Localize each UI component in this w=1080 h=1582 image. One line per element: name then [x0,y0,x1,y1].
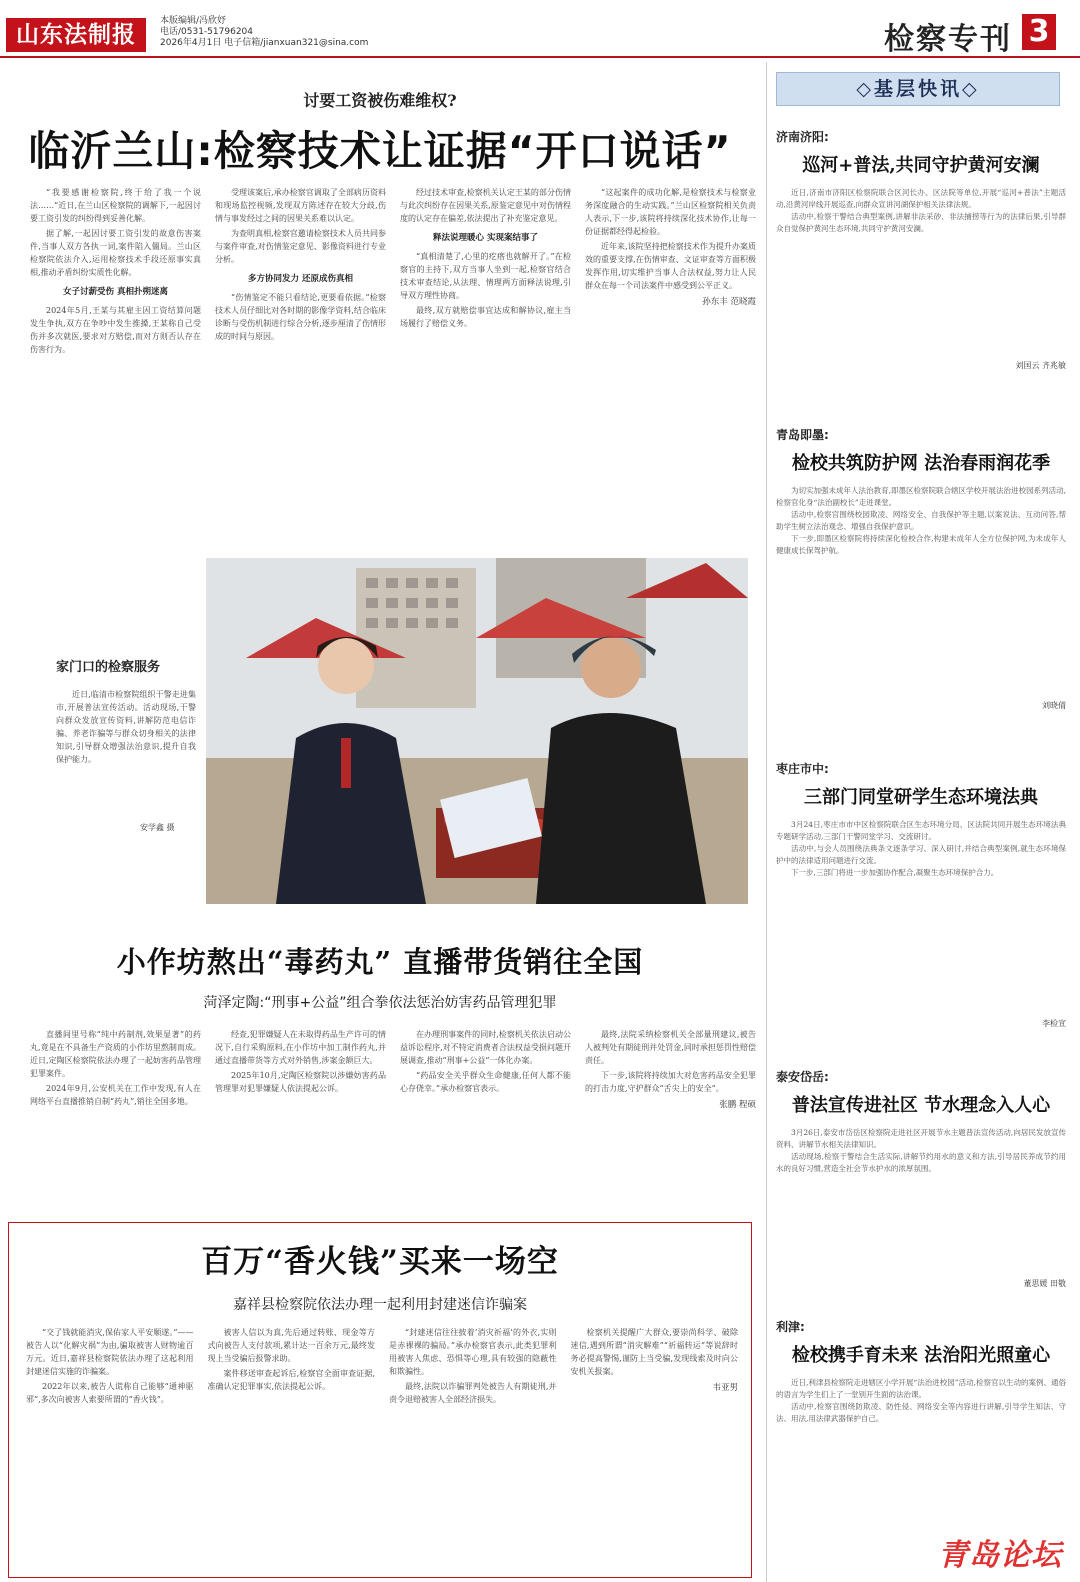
rail-item-location: 青岛即墨: [776,428,829,442]
story2-column: 在办理刑事案件的同时,检察机关依法启动公益诉讼程序,对不特定消费者合法权益受损问题开展调查,推动“刑事+公益”一体化办案。 “药品安全关乎群众生命健康,任何人都不能心存侥幸。”承办检察官表示。 [400,1030,571,1093]
lead-subhead: 释法说理暖心 实现案结事了 [433,233,538,243]
masthead [0,0,1080,58]
rail-item-location: 枣庄市中: [776,762,829,776]
story2-body [30,1028,756,1208]
story3-body [26,1326,738,1570]
lead-byline: 孙东丰 范晓霞 [702,297,756,307]
story3-headline: 百万“香火钱”买来一场空 [201,1244,559,1280]
story2-deck: 菏泽定陶:“刑事+公益”组合拳依法惩治妨害药品管理犯罪 [203,995,557,1011]
page-info [160,16,368,49]
site-watermark: 青岛论坛 [938,1538,1062,1573]
lead-body [30,186,756,536]
photo-caption [56,688,196,766]
page-number: 3 [1022,14,1056,50]
story2-headline: 小作坊熬出“毒药丸” 直播带货销往全国 [116,945,644,979]
newspaper-logo: 山东法制报 [6,18,146,52]
photo-caption-text: 近日,临清市检察院组织干警走进集市,开展普法宣传活动。活动现场,干警向群众发放宣传资料,讲解防范电信诈骗、养老诈骗等与群众切身相关的法律知识,引导群众增强法治意识,提升自我保护能力。 [56,690,196,764]
rail-item-location: 泰安岱岳: [776,1070,829,1084]
story3-deck: 嘉祥县检察院依法办理一起利用封建迷信诈骗案 [233,1297,527,1313]
lead-column: “这起案件的成功化解,是检察技术与检察业务深度融合的生动实践。”兰山区检察院相关负责人表示,下一步,该院将持续深化技术协作,让每一份证据都经得起检验。 近年来,该院坚持把检察技术作为提升办案质效的重要支撑,在伤情审查、文证审查等方面积极发挥作用,切实维护当事人合法权益,努力让人民群众在每一个司法案件中感受到公平正义。 孙东丰 范晓霞 [585,188,756,307]
photo-illustration [206,558,748,904]
story3-column: 检察机关提醒广大群众,要崇尚科学、破除迷信,遇到所谓“消灾解难”“祈福转运”等说辞时务必提高警惕,谨防上当受骗,发现线索及时向公安机关报案。 韦亚男 [570,1328,738,1393]
rail-item [776,1318,1066,1557]
story2-column: 经查,犯罪嫌疑人在未取得药品生产许可的情况下,自行采购原料,在小作坊中加工制作药丸,并通过直播带货等方式对外销售,涉案金额巨大。 2025年10月,定陶区检察院以涉嫌妨害药品管理罪对犯罪嫌疑人依法提起公诉。 [215,1030,386,1093]
rail-item-body: 3月24日,枣庄市市中区检察院联合区生态环境分局、区法院共同开展生态环境法典专题研学活动,三部门干警同堂学习、交流研讨。 活动中,与会人员围绕法典条文逐条学习、深入研讨,并结合典型案例,就生态环境保护中的法律适用问题进行交流。 下一步,三部门将进一步加强协作配合,凝聚生态环境保护合力。 [776,820,1066,877]
section-banner: ◇基层快讯◇ [776,72,1060,106]
story2-byline: 张鹏 程硕 [719,1100,756,1110]
story3-column: “封建迷信往往披着‘消灾祈福’的外衣,实则是赤裸裸的骗局。”承办检察官表示,此类犯罪利用被害人焦虑、恐惧等心理,具有较强的隐蔽性和欺骗性。 最终,法院以诈骗罪判处被告人有期徒刑,并责令退赔被害人全部经济损失。 [389,1328,557,1404]
rail-item-headline: 检校携手育未来 法治阳光照童心 [791,1345,1051,1366]
market-outreach-photo [206,558,748,904]
lead-subhead: 女子讨薪受伤 真相扑朔迷离 [63,287,168,297]
rail-item [776,426,1066,711]
story3-column: “交了钱就能消灾,保佑家人平安顺遂。”——被告人以“化解灾祸”为由,骗取被害人财物逾百万元。近日,嘉祥县检察院依法办理了这起利用封建迷信实施的诈骗案。 2022年以来,被告人谎称自己能够“通神驱邪”,多次向被害人索要所谓的“香火钱”。 [26,1328,194,1404]
date-email-line: 2026年4月1日 电子信箱/jianxuan321@sina.com [160,38,369,48]
phone-line: 电话/0531-51796204 [160,27,253,37]
rail-item-headline: 三部门同堂研学生态环境法典 [804,787,1038,808]
rail-item-headline: 检校共筑防护网 法治春雨润花季 [791,453,1051,474]
lead-column: 受理该案后,承办检察官调取了全部病历资料和现场监控视频,发现双方陈述存在较大分歧,伤情与事发经过之间的因果关系难以认定。 为查明真相,检察官邀请检察技术人员共同参与案件审查,对伤情鉴定意见、影像资料进行专业分析。 多方协同发力 还原成伤真相 “伤情鉴定不能只看结论,更要看依据。”检察技术人员仔细比对各时期的影像学资料,结合临床诊断与受伤机制进行综合分析,逐步厘清了伤情形成的时间与原因。 [215,188,386,341]
rail-item-headline: 巡河+普法,共同守护黄河安澜 [802,155,1040,176]
lead-headline: 临沂兰山:检察技术让证据“开口说话” [28,127,732,175]
rail-item-body: 近日,利津县检察院走进辖区小学开展“法治进校园”活动,检察官以生动的案例、通俗的语言为学生们上了一堂别开生面的法治课。 活动中,检察官围绕防欺凌、防性侵、网络安全等内容进行讲解,引导学生知法、守法、用法,用法律武器保护自己。 [776,1378,1066,1423]
lead-column: 经过技术审查,检察机关认定王某的部分伤情与此次纠纷存在因果关系,原鉴定意见中对伤情程度的认定存在偏差,依法提出了补充鉴定意见。 释法说理暖心 实现案结事了 “真相清楚了,心里的疙瘩也就解开了。”在检察官的主持下,双方当事人坐到一起,检察官结合技术审查结论,从法理、情理两方面释法说理,引导双方理性协商。 最终,双方就赔偿事宜达成和解协议,雇主当场履行了赔偿义务。 [400,188,571,328]
story2-column: 直播间里号称“纯中药制剂,效果显著”的药丸,竟是在不具备生产资质的小作坊里熬制而成。近日,定陶区检察院依法办理了一起妨害药品管理犯罪案件。 2024年9月,公安机关在工作中发现,有人在网络平台直播推销自制“药丸”,销往全国多地。 [30,1030,201,1106]
story3-column: 被害人信以为真,先后通过转账、现金等方式向被告人支付款项,累计达一百余万元,最终发现上当受骗后报警求助。 案件移送审查起诉后,检察官全面审查证据,准确认定犯罪事实,依法提起公诉。 [207,1328,375,1391]
lead-column: “我要感谢检察院,终于给了我一个说法……”近日,在兰山区检察院的调解下,一起因讨要工资引发的纠纷得到妥善化解。 据了解,一起因讨要工资引发的故意伤害案件,当事人双方各执一词,案件陷入僵局。兰山区检察院依法介入,运用检察技术手段还原事实真相,推动矛盾纠纷实质性化解。 女子讨薪受伤 真相扑朔迷离 2024年5月,王某与其雇主因工资结算问题发生争执,双方在争吵中发生推搡,王某称自己受伤并多次就医,要求对方赔偿,而对方则否认存在伤害行为。 [30,188,201,354]
rail-item-location: 济南济阳: [776,130,829,144]
story3-byline: 韦亚男 [712,1383,738,1393]
rail-item [776,760,1066,1029]
supplement-title: 检察专刊 [884,22,1012,57]
editor-line: 本版编辑/冯欣妤 [160,16,227,26]
rail-item-body: 为切实加强未成年人法治教育,即墨区检察院联合辖区学校开展法治进校园系列活动,检察官化身“法治副校长”走进课堂。 活动中,检察官围绕校园欺凌、网络安全、自我保护等主题,以案说法、互动问答,帮助学生树立法治观念、增强自我保护意识。 下一步,即墨区检察院将持续深化检校合作,构建未成年人全方位保护网,为未成年人健康成长保驾护航。 [776,486,1066,555]
rail-item-byline: 刘晓倩 [1042,701,1066,710]
rail-item-byline: 刘国云 齐兆敏 [1015,361,1066,370]
lead-subhead: 多方协同发力 还原成伤真相 [248,274,353,284]
photo-caption-title: 家门口的检察服务 [56,660,161,675]
story2-column: 最终,法院采纳检察机关全部量刑建议,被告人被判处有期徒刑并处罚金,同时承担惩罚性赔偿责任。 下一步,该院将持续加大对危害药品安全犯罪的打击力度,守护群众“舌尖上的安全”。 张鹏 程硕 [585,1030,756,1110]
rail-item [776,1068,1066,1289]
rail-item-location: 利津: [776,1320,805,1334]
rail-item-body: 3月26日,泰安市岱岳区检察院走进社区开展节水主题普法宣传活动,向居民发放宣传资料、讲解节水相关法律知识。 活动现场,检察干警结合生活实际,讲解节约用水的意义和方法,引导居民养成节约用水的良好习惯,营造全社会节水护水的浓厚氛围。 [776,1128,1066,1173]
rail-item-body: 近日,济南市济阳区检察院联合区河长办、区法院等单位,开展“巡河+普法”主题活动,沿黄河岸线开展巡查,向群众宣讲河湖保护相关法律法规。 活动中,检察干警结合典型案例,讲解非法采砂、非法捕捞等行为的法律后果,引导群众自觉保护黄河生态环境,共同守护黄河安澜。 [776,188,1066,233]
lead-kicker: 讨要工资被伤难维权? [303,91,457,110]
photo-credit: 安学鑫 摄 [140,823,175,832]
rail-item [776,128,1066,371]
rail-item-byline: 董思媛 田敬 [1023,1279,1066,1288]
rail-item-byline: 李检宣 [1042,1019,1066,1028]
rail-item-headline: 普法宣传进社区 节水理念入人心 [791,1095,1051,1116]
